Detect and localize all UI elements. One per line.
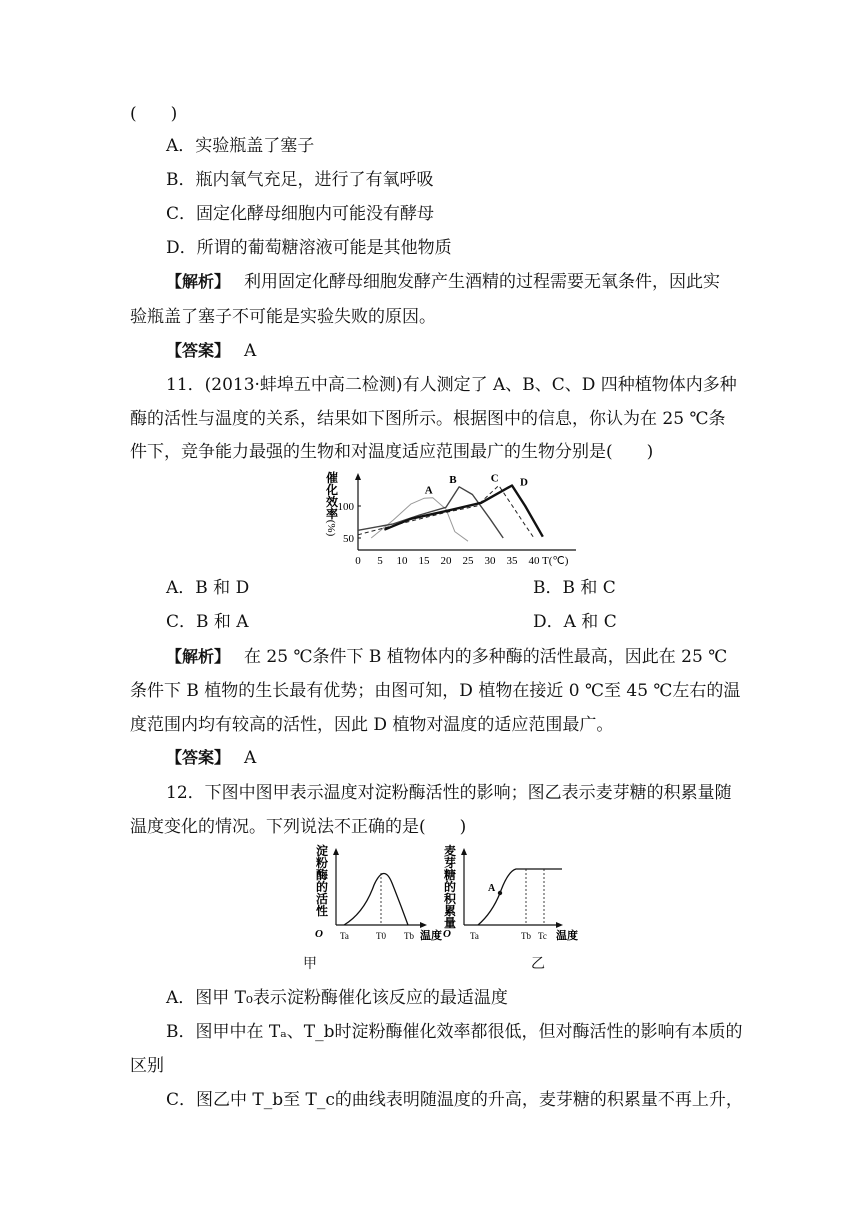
jia-curve [344, 873, 408, 925]
ylabel-unit: (%) [325, 519, 337, 537]
analysis-text: 利用固定化酵母细胞发酵产生酒精的过程需要无氧条件，因此实 [244, 272, 721, 292]
ylabel-char: 糖 [443, 868, 457, 882]
ylabel-char: 的 [315, 880, 329, 894]
chart1-ylabel [325, 470, 338, 537]
ylabel-char: 累 [443, 904, 457, 918]
series-a-label: A [424, 484, 433, 497]
answer-value: A [244, 341, 257, 361]
figure-yi [440, 843, 585, 943]
analysis-line [166, 270, 720, 294]
series-d-label: D [520, 476, 528, 489]
tick-label: O [443, 928, 451, 940]
q11-analysis-line-3: 度范围内均有较高的活性，因此 D 植物对温度的适应范围最广。 [130, 715, 614, 735]
analysis-text: 在 25 ℃条件下 B 植物体内的多种酶的活性最高，因此在 25 ℃ [244, 647, 728, 667]
x-tick-label: 25 [462, 555, 474, 567]
analysis-line-2: 验瓶盖了塞子不可能是实验失败的原因。 [130, 307, 436, 327]
ylabel-char: 粉 [315, 856, 329, 870]
enzyme-activity-chart [318, 470, 580, 570]
yi-curve [478, 869, 562, 925]
option-c: C．固定化酵母细胞内可能没有酵母 [166, 204, 435, 224]
series-d-line [384, 486, 542, 537]
q11-line-3: 件下，竞争能力最强的生物和对温度适应范围最广的生物分别是( ) [130, 442, 654, 462]
q12-line-2: 温度变化的情况。下列说法不正确的是( ) [130, 817, 467, 837]
xlabel: 温度 [420, 930, 442, 942]
q11-analysis-line-2: 条件下 B 植物的生长最有优势；由图可知，D 植物在接近 0 ℃至 45 ℃左右的温 [130, 681, 741, 701]
ylabel-char: 性 [315, 904, 329, 918]
x-axis-arrow [420, 922, 427, 928]
q11-analysis-line [166, 645, 727, 669]
answer-paren: ( ) [130, 104, 178, 124]
x-tick-label: 10 [396, 555, 408, 567]
ylabel-char: 酶 [315, 868, 329, 882]
x-tick-label: 5 [377, 555, 383, 567]
ylabel-char: 效 [325, 495, 339, 509]
x-tick-label: 0 [355, 555, 361, 567]
q12-option-c: C．图乙中 T_b至 T_c的曲线表明随温度的升高，麦芽糖的积累量不再上升， [166, 1090, 743, 1110]
ylabel-char: 积 [443, 892, 457, 906]
answer-tag: 【答案】 [166, 341, 231, 360]
q11-option-a: A．B 和 D [166, 578, 250, 598]
tick-label: O [315, 928, 323, 940]
series-b-label: B [449, 473, 457, 486]
analysis-tag: 【解析】 [166, 272, 231, 291]
ylabel-char: 量 [443, 916, 457, 930]
answer-value: A [244, 748, 257, 768]
tick-label: T0 [376, 931, 386, 941]
x-tick-label: 40 [528, 555, 540, 567]
ylabel-char: 芽 [443, 856, 457, 870]
tick-label: Tb [404, 931, 414, 941]
tick-label: Ta [340, 931, 349, 941]
tick-label: Tc [538, 931, 547, 941]
figure-jia [312, 843, 450, 943]
q12-option-a: A．图甲 T₀表示淀粉酶催化该反应的最适温度 [166, 988, 508, 1008]
option-b: B．瓶内氧气充足，进行了有氧呼吸 [166, 170, 434, 190]
option-d: D．所谓的葡萄糖溶液可能是其他物质 [166, 238, 452, 258]
y-axis-arrow [333, 848, 339, 855]
yi-ylabel [443, 843, 457, 930]
xlabel: 温度 [556, 930, 578, 942]
tick-label: Tb [521, 931, 531, 941]
x-axis-label: T(℃) [542, 555, 569, 567]
series-c-label: C [490, 472, 499, 485]
x-tick-label: 15 [418, 555, 430, 567]
tick-label: Ta [470, 931, 479, 941]
ylabel-char: 活 [315, 892, 329, 906]
ylabel-char: 淀 [315, 844, 329, 858]
option-a: A．实验瓶盖了塞子 [166, 136, 315, 156]
jia-ylabel [315, 843, 328, 918]
x-axis-arrow [556, 922, 563, 928]
q11-answer-line [166, 746, 256, 770]
ylabel-char: 率 [325, 507, 339, 521]
y-tick-label: 100 [337, 501, 354, 513]
x-tick-label: 35 [506, 555, 518, 567]
figure-yi-caption: 乙 [531, 956, 545, 972]
analysis-tag: 【解析】 [166, 647, 231, 666]
answer-tag: 【答案】 [166, 748, 231, 767]
answer-line [166, 339, 256, 363]
x-tick-label: 30 [484, 555, 496, 567]
figure-jia-caption: 甲 [303, 956, 317, 972]
q11-option-d: D．A 和 C [533, 612, 617, 632]
q11-option-b: B．B 和 C [533, 578, 616, 598]
q11-option-c: C．B 和 A [166, 612, 249, 632]
ylabel-char: 的 [443, 880, 457, 894]
ylabel-char: 催 [325, 471, 339, 485]
ylabel-char: 化 [325, 483, 339, 497]
q11-line-1: 11．(2013·蚌埠五中高二检测)有人测定了 A、B、C、D 四种植物体内多种 [166, 375, 737, 395]
q11-line-2: 酶的活性与温度的关系，结果如下图所示。根据图中的信息，你认为在 25 ℃条 [130, 409, 726, 429]
x-tick-label: 20 [440, 555, 452, 567]
q12-line-1: 12．下图中图甲表示温度对淀粉酶活性的影响；图乙表示麦芽糖的积累量随 [166, 783, 732, 803]
point-a-label: A [488, 883, 496, 894]
y-axis-arrow [461, 848, 467, 855]
q12-option-b-cont: 区别 [130, 1056, 164, 1076]
point-a [498, 891, 502, 895]
y-axis-arrow [355, 473, 361, 480]
y-tick-label: 50 [343, 533, 354, 545]
ylabel-char: 麦 [443, 844, 457, 858]
q12-option-b: B．图甲中在 Tₐ、T_b时淀粉酶催化效率都很低，但对酶活性的影响有本质的 [166, 1022, 743, 1042]
